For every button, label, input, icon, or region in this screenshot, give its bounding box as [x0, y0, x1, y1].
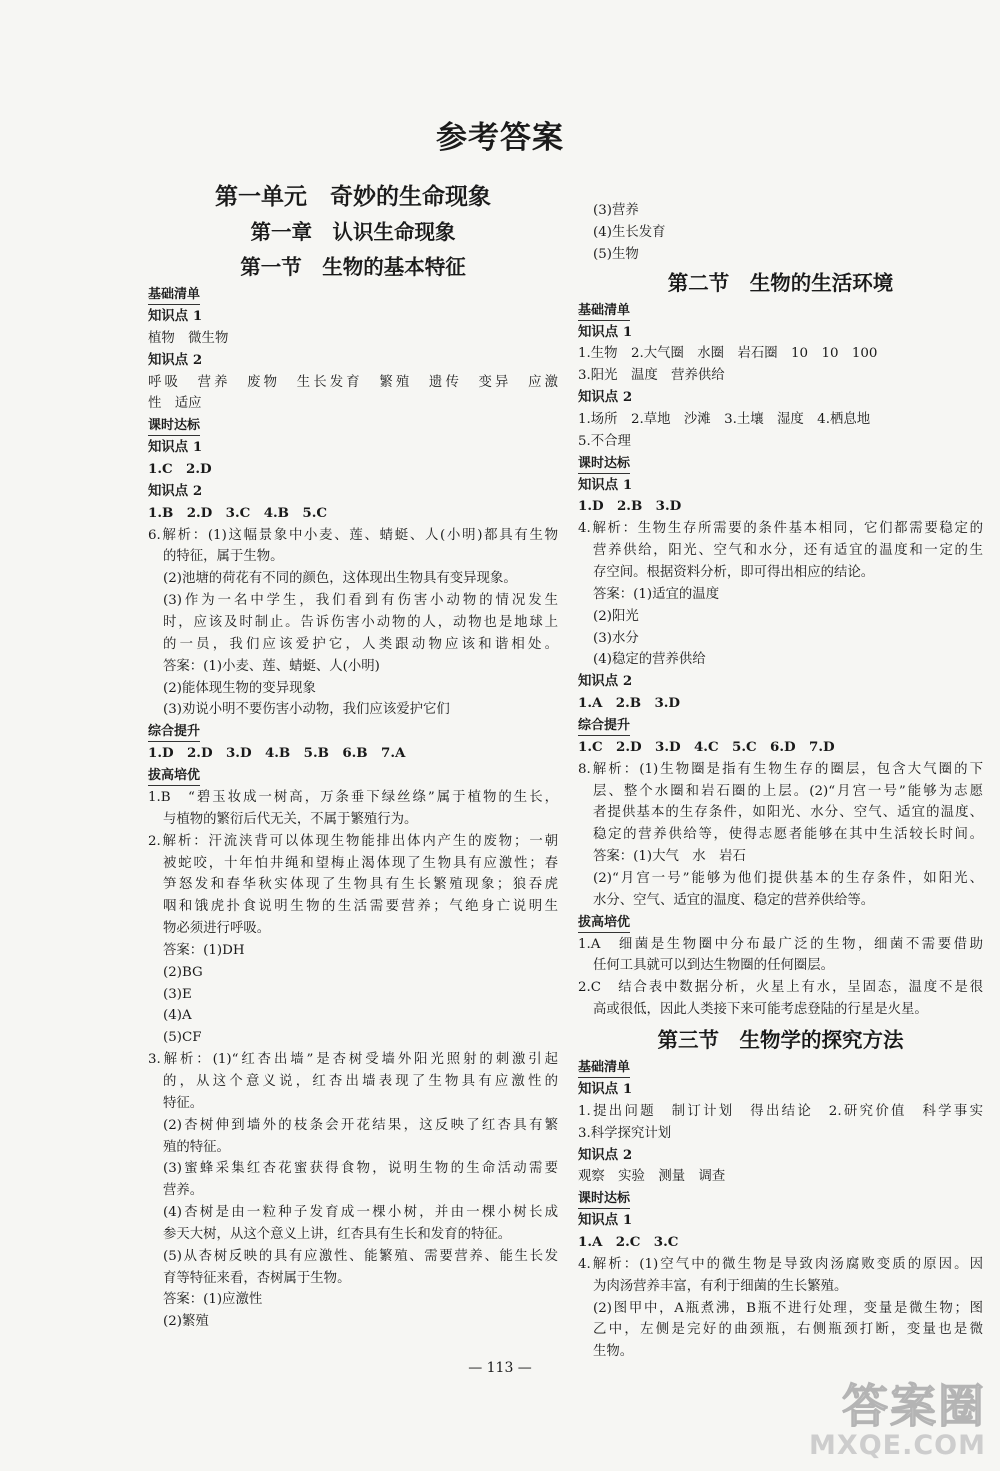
- section-tag: [578, 1188, 983, 1210]
- answer-line: 8.解析：(1)生物圈是指有生物生存的圈层，包含大气圈的下: [578, 761, 983, 777]
- answer-line: 物必须进行呼吸。: [163, 921, 271, 937]
- section-tag-label: 拔高培优: [148, 767, 200, 786]
- answer-key-line: 1.D 2.B 3.D: [578, 498, 682, 515]
- answer-key-line: 知识点 1: [148, 308, 203, 324]
- answer-key-line: 知识点 2: [578, 1146, 633, 1163]
- answer-line: 性 适应: [148, 396, 202, 412]
- answer-line: (2)阳光: [593, 608, 639, 624]
- answer-line: 答案：(1)小麦、莲、蜻蜓、人(小明): [163, 658, 380, 674]
- section-1-continued: [578, 200, 983, 266]
- answer-line: 答案：(1)大气 水 岩石: [593, 849, 746, 865]
- section-tag-label: 课时达标: [578, 1190, 630, 1209]
- answer-line: 1.提出问题 制订计划 得出结论 2.研究价值 科学事实: [578, 1103, 983, 1119]
- answer-line: 2.C 结合表中数据分析，火星上有水，呈固态，温度不是很: [578, 980, 983, 996]
- section-tag-label: 基础清单: [578, 302, 630, 321]
- answer-line: 参天大树，从这个意义上讲，红杏具有生长和发育的特征。: [163, 1226, 512, 1242]
- answer-line: (2)池塘的荷花有不同的颜色，这体现出生物具有变异现象。: [163, 571, 517, 587]
- answer-line: 层、整个水圈和岩石圈的上层。(2)“月宫一号”能够为志愿: [593, 783, 983, 799]
- answer-line: (2)“月宫一号”能够为他们提供基本的生存条件，如阳光、: [593, 870, 983, 886]
- watermark-site: MXQE.COM: [809, 1430, 986, 1461]
- answer-line: (3)蜜蜂采集红杏花蜜获得食物，说明生物的生命活动需要: [163, 1161, 558, 1177]
- section-tag: [578, 1057, 983, 1079]
- answer-line: 1.A 细菌是生物圈中分布最广泛的生物，细菌不需要借助: [578, 936, 983, 952]
- section-tag-label: 拔高培优: [578, 914, 630, 933]
- answer-line: (2)图甲中，A瓶煮沸，B瓶不进行处理，变量是微生物；图: [593, 1300, 983, 1316]
- section-tag: [578, 453, 983, 475]
- answer-line: (4)A: [163, 1008, 192, 1024]
- section-1-body: [148, 284, 558, 1333]
- answer-line: 高或很低，因此人类接下来可能考虑登陆的行星是火星。: [593, 1002, 928, 1018]
- answer-line: 被蛇咬，十年怕井绳和望梅止渴体现了生物具有应激性；春: [163, 855, 558, 871]
- section-tag-label: 课时达标: [148, 417, 200, 436]
- answer-line: 答案：(1)适宜的温度: [593, 586, 720, 602]
- answer-line: 答案：(1)应激性: [163, 1292, 263, 1308]
- answer-line: 存空间。根据资料分析，即可得出相应的结论。: [593, 564, 875, 580]
- section-heading-2: 第二节 生物的生活环境: [667, 270, 894, 295]
- watermark-logo: [809, 1370, 986, 1461]
- answer-key-line: 知识点 1: [578, 476, 633, 493]
- answer-line: (3)E: [163, 986, 192, 1002]
- answer-line: 6.解析：(1)这幅景象中小麦、莲、蜻蜓、人(小明)都具有生物: [148, 527, 558, 543]
- answer-key-line: 知识点 1: [578, 323, 633, 340]
- watermark-main: 答案圈: [842, 1379, 986, 1433]
- section-tag: [578, 715, 983, 737]
- answer-line: 2.解析：汗流浃背可以体现生物能排出体内产生的废物；一朝: [148, 833, 558, 849]
- answer-line: 呼吸 营养 废物 生长发育 繁殖 遗传 变异 应激: [148, 374, 558, 390]
- section-tag: [578, 912, 983, 934]
- answer-key-line: 1.C 2.D: [148, 461, 212, 478]
- answer-line: (4)杏树是由一粒种子发育成一棵小树，并由一棵小树长成: [163, 1205, 558, 1221]
- answer-line: 任何工具就可以到达生物圈的任何圈层。: [593, 958, 835, 974]
- answer-line: 的特征，属于生物。: [163, 549, 284, 565]
- section-tag: [578, 300, 983, 322]
- answer-line: (5)生物: [593, 246, 639, 262]
- answer-line: 生物。: [593, 1344, 634, 1360]
- answer-key-line: 1.D 2.D 3.D 4.B 5.B 6.B 7.A: [148, 745, 406, 762]
- answer-line: 1.场所 2.草地 沙滩 3.土壤 湿度 4.栖息地: [578, 411, 871, 427]
- answer-line: 特征。: [163, 1095, 204, 1111]
- answer-line: 者提供基本的生存条件，如阳光、水分、空气、适宜的温度、: [593, 805, 983, 821]
- answer-line: 1.B “碧玉妆成一树高，万条垂下绿丝绦”属于植物的生长，: [148, 790, 558, 806]
- answer-line: 3.科学探究计划: [578, 1125, 672, 1141]
- answer-key-line: 1.A 2.B 3.D: [578, 695, 681, 712]
- section-tag-label: 基础清单: [578, 1059, 630, 1078]
- section-tag-label: 综合提升: [148, 723, 200, 742]
- answer-line: 4.解析：(1)空气中的微生物是导致肉汤腐败变质的原因。因: [578, 1256, 983, 1272]
- answer-line: (3)作为一名中学生，我们看到有伤害小动物的情况发生: [163, 593, 558, 609]
- answer-line: 3.解析：(1)“红杏出墙”是杏树受墙外阳光照射的刺激引起: [148, 1052, 558, 1068]
- answer-line: (3)水分: [593, 630, 639, 646]
- answer-line: 的一员，我们应该爱护它，人类跟动物应该和谐相处。: [163, 636, 558, 652]
- section-heading-1: 第一节 生物的基本特征: [240, 255, 466, 279]
- section-tag: [148, 284, 558, 306]
- answer-line: (2)繁殖: [163, 1314, 209, 1330]
- answer-line: (2)能体现生物的变异现象: [163, 680, 316, 696]
- answer-key-line: 知识点 2: [578, 389, 633, 406]
- answer-line: (4)生长发育: [593, 224, 666, 240]
- section-tag: [148, 721, 558, 743]
- answer-line: 咽和饿虎扑食说明生物的生活需要营养；气绝身亡说明生: [163, 899, 558, 915]
- answer-key-line: 1.A 2.C 3.C: [578, 1234, 679, 1251]
- unit-heading: 第一单元 奇妙的生命现象: [215, 183, 491, 210]
- section-tag: [148, 415, 558, 437]
- answer-line: (2)BG: [163, 964, 203, 980]
- answer-key-line: 1.C 2.D 3.D 4.C 5.C 6.D 7.D: [578, 738, 835, 755]
- section-heading-3: 第三节 生物学的探究方法: [657, 1028, 904, 1052]
- section-tag-label: 基础清单: [148, 286, 200, 305]
- answer-line: 1.生物 2.大气圈 水圈 岩石圈 10 10 100: [578, 346, 878, 362]
- answer-line: 殖的特征。: [163, 1139, 230, 1155]
- answer-line: (5)从杏树反映的具有应激性、能繁殖、需要营养、能生长发: [163, 1248, 558, 1264]
- section-tag-label: 课时达标: [578, 455, 630, 474]
- section-2-body: [578, 300, 983, 1021]
- answer-line: 水分、空气、适宜的温度、稳定的营养供给等。: [593, 892, 875, 908]
- answer-line: 为肉汤营养丰富，有利于细菌的生长繁殖。: [593, 1278, 848, 1294]
- answer-key-line: 知识点 1: [578, 1081, 633, 1097]
- answer-line: 3.阳光 温度 营养供给: [578, 368, 725, 384]
- answer-line: 5.不合理: [578, 433, 631, 449]
- answer-line: (2)杏树伸到墙外的枝条会开花结果，这反映了红杏具有繁: [163, 1117, 558, 1133]
- left-column: [148, 180, 558, 1333]
- answer-line: (5)CF: [163, 1030, 202, 1046]
- page-number: — 113 —: [468, 1360, 532, 1376]
- chapter-heading: 第一章 认识生命现象: [250, 220, 456, 244]
- answer-line: 稳定的营养供给等，使得志愿者能够在其中生活较长时间。: [593, 827, 983, 843]
- right-column: [578, 200, 983, 1363]
- answer-line: 育等特征来看，杏树属于生物。: [163, 1270, 351, 1286]
- answer-line: 4.解析：生物生存所需要的条件基本相同，它们都需要稳定的: [578, 521, 983, 537]
- answer-key-line: 知识点 1: [148, 439, 203, 456]
- answer-line: (3)劝说小明不要伤害小动物，我们应该爱护它们: [163, 702, 450, 718]
- section-tag-label: 综合提升: [578, 717, 630, 736]
- answer-key-line: 1.B 2.D 3.C 4.B 5.C: [148, 504, 328, 521]
- answer-line: (3)营养: [593, 203, 639, 218]
- answer-key-line: 知识点 1: [578, 1212, 633, 1229]
- answer-line: 与植物的繁衍后代无关，不属于繁殖行为。: [163, 811, 418, 827]
- section-tag: [148, 765, 558, 787]
- answer-line: 答案：(1)DH: [163, 942, 245, 958]
- answer-line: 营养供给，阳光、空气和水分，还有适宜的温度和一定的生: [593, 543, 983, 559]
- page-title: 参考答案: [436, 120, 564, 156]
- answer-line: 观察 实验 测量 调查: [578, 1169, 726, 1185]
- answer-line: 笋怒发和春华秋实体现了生物具有生长繁殖现象；狼吞虎: [163, 877, 558, 893]
- section-3-body: [578, 1057, 983, 1363]
- answer-line: 的，从这个意义说，红杏出墙表现了生物具有应激性的: [163, 1074, 558, 1089]
- answer-line: 植物 微生物: [148, 330, 229, 346]
- answer-key-line: 知识点 2: [148, 482, 203, 499]
- answer-line: 时，应该及时制止。告诉伤害小动物的人，动物也是地球上: [163, 614, 558, 630]
- answer-line: (4)稳定的营养供给: [593, 652, 706, 668]
- answer-key-line: 知识点 2: [148, 351, 203, 368]
- answer-line: 营养。: [163, 1183, 204, 1199]
- answer-key-line: 知识点 2: [578, 673, 633, 690]
- answer-line: 乙中，左侧是完好的曲颈瓶，右侧瓶颈打断，变量也是微: [593, 1322, 983, 1338]
